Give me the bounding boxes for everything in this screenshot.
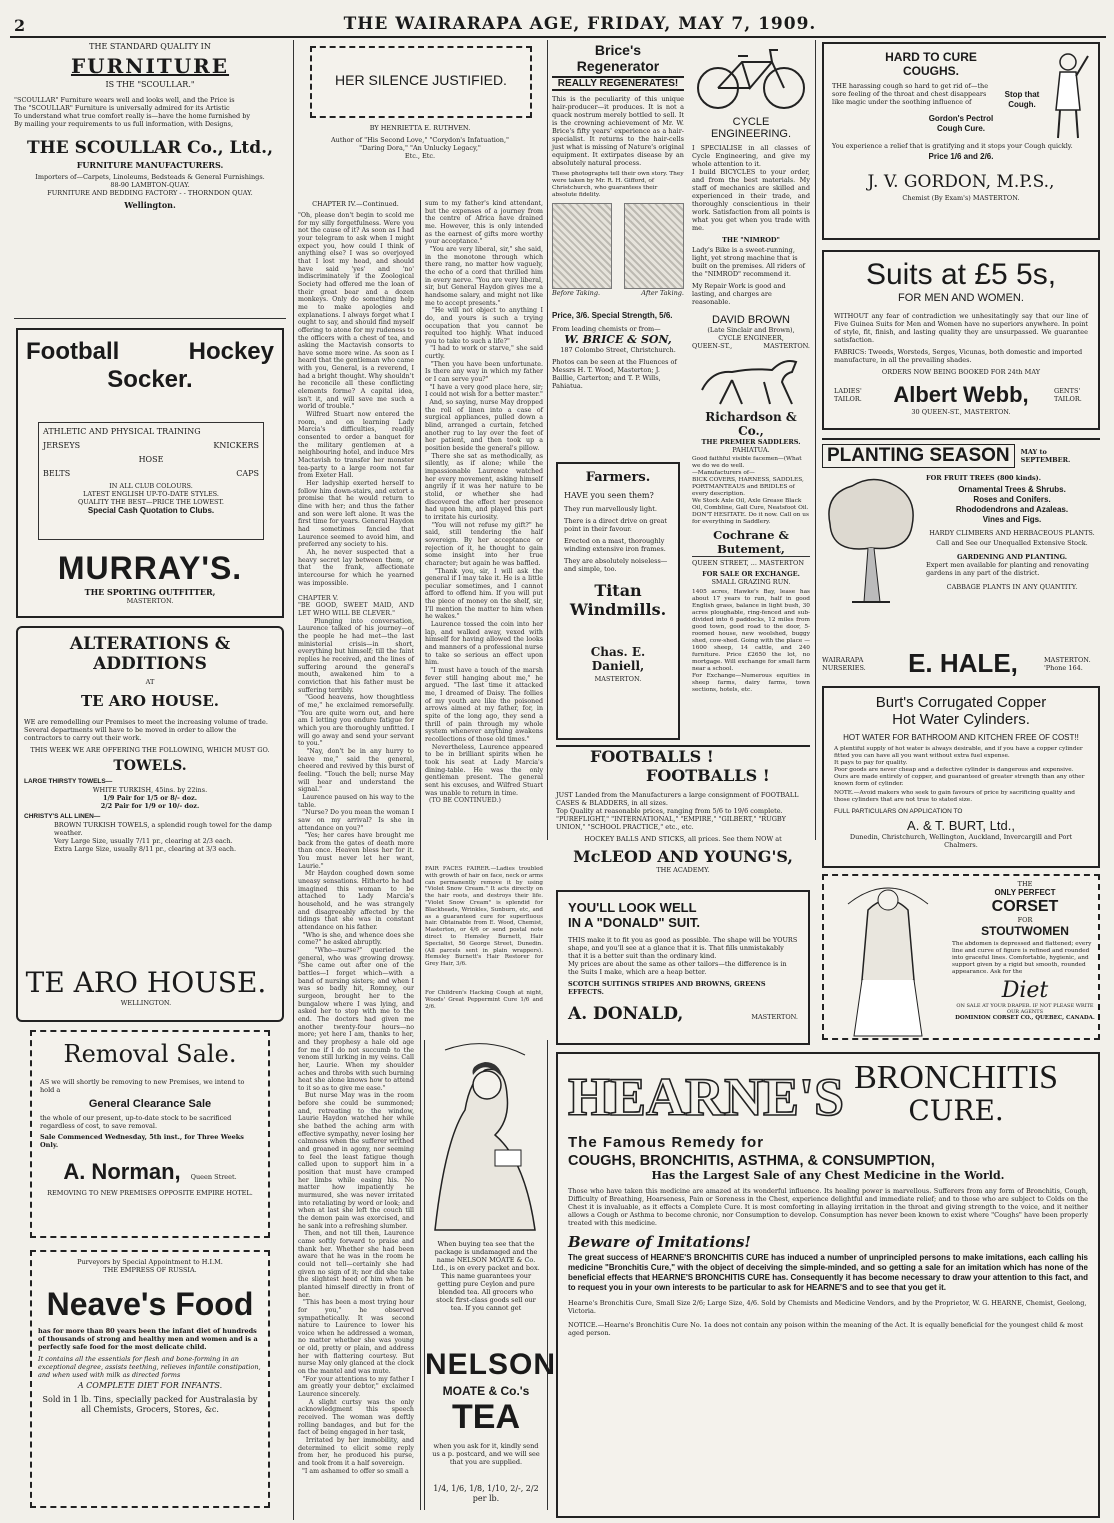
hearne-h3: CURE. bbox=[908, 1094, 1004, 1127]
hale-l9: Expert men available for planting and renovating gardens in any part of the district. bbox=[926, 561, 1089, 577]
farmers-body4: Erected on a mast, thoroughly winding extensive iron frames. bbox=[564, 537, 666, 553]
nelson-post: when you ask for it, kindly send us a p. postcard, and we will see that you are supplied. bbox=[432, 1442, 540, 1466]
tearo-body: WE are remodelling our Premises to meet the increasing volume of trade. Several departments will have to be moved in order to allow the contractors to carry out their work. bbox=[24, 718, 268, 742]
farmers-head: Farmers. bbox=[585, 470, 651, 485]
gordon-ad bbox=[822, 42, 1100, 240]
footballs-name: McLEOD AND YOUNG'S, bbox=[573, 847, 793, 866]
scoullar-ad bbox=[14, 42, 286, 310]
norman-name: A. Norman, bbox=[63, 1159, 181, 1184]
murray-headline bbox=[26, 338, 274, 366]
norman-ad bbox=[30, 1030, 270, 1238]
murray-h1b: Hockey bbox=[188, 338, 274, 365]
farmers-town: MASTERTON. bbox=[594, 675, 642, 683]
hearne-largest: Has the Largest Sale of any Chest Medicine in the World. bbox=[651, 1169, 1005, 1182]
webb-head: Suits at £5 5s, bbox=[865, 258, 1057, 291]
footballs-sub: THE ACADEMY. bbox=[656, 866, 710, 874]
norman-head: Removal Sale. bbox=[63, 1040, 237, 1068]
murray-intro: ATHLETIC AND PHYSICAL TRAINING bbox=[43, 427, 201, 436]
saddlers-ad bbox=[692, 350, 810, 525]
saddlers-body: Good faithful visible facemen—(What we do we do well. —Manufacturers of— BICK COVERS, HARNESS, SADDLES, PORTMANTEAUS and BRIDLES of every description. We Stock Axle Oil, Axle Grease Black Oil, Combline, Gall Cure, Neatsfoot Oil. DON'T HESITATE. Do it now. Call on us for everything in Saddlery. bbox=[692, 456, 809, 525]
burt-h1: Burt's Corrugated Copper bbox=[875, 694, 1047, 711]
tearo-city: WELLINGTON. bbox=[120, 999, 172, 1007]
story-title: HER SILENCE JUSTIFIED. bbox=[335, 72, 507, 88]
cycle-town: MASTERTON. bbox=[763, 342, 810, 350]
donald-name: A. DONALD, bbox=[568, 1004, 684, 1024]
cycle-body: I SPECIALISE in all classes of Cycle Engineering, and give my whole attention to it. I build BICYCLES to your order, and from the best materials. My staff of mechanics are skilled and experienced in their trade, and thoroughly conscientious in their work. Satisfaction from all points is what you get when you trade with me. bbox=[692, 144, 810, 232]
hearne-ad bbox=[556, 1052, 1100, 1518]
burt-cities: Dunedin, Christchurch, Wellington, Auckland, Invercargill and Port Chalmers. bbox=[849, 833, 1073, 849]
webb-gents: GENTS' TAILOR. bbox=[1053, 387, 1082, 403]
burt-sub: HOT WATER FOR BATHROOM AND KITCHEN FREE OF COST!! bbox=[843, 733, 1079, 742]
hearne-sizes: Hearne's Bronchitis Cure, Small Size 2/6; Large Size, 4/6. Sold by Chemists and Medicine Vendors, and by the Proprietor, W. G. HEARNE, Chemist, Geelong, Victoria. bbox=[568, 1299, 1087, 1315]
saddlers-sub: THE PREMIER SADDLERS. bbox=[701, 438, 801, 446]
gordon-name: J. V. GORDON, M.P.S., bbox=[867, 172, 1055, 192]
story-by: BY HENRIETTA E. RUTHVEN. bbox=[369, 124, 471, 132]
neave-empress: THE EMPRESS OF RUSSIA. bbox=[103, 1266, 197, 1274]
cycle-nbody: Lady's Bike is a sweet-running, light, yet strong machine that is built on the premises. All riders of the "NIMROD" recommend it. bbox=[692, 246, 806, 278]
murray-item-jerseys: JERSEYS bbox=[43, 441, 81, 450]
masthead-title: THE WAIRARAPA AGE, FRIDAY, MAY 7, 1909. bbox=[343, 14, 817, 34]
scoullar-company: THE SCOULLAR Co., Ltd., bbox=[26, 138, 274, 158]
gordon-stop: Stop that Cough. bbox=[1004, 90, 1040, 109]
tearo-v2: Extra Large Size, usually 8/11 pr., clearing at 3/3 each. bbox=[54, 845, 237, 853]
hale-name: E. HALE, bbox=[908, 648, 1018, 678]
tearo-ad bbox=[16, 626, 284, 1022]
hearne-coughs: COUGHS, BRONCHITIS, ASTHMA, & CONSUMPTION, bbox=[568, 1153, 935, 1169]
hearne-h1: HEARNE'S bbox=[568, 1067, 845, 1127]
webb-orders: ORDERS NOW BEING BOOKED FOR 24th MAY bbox=[881, 368, 1041, 376]
story-etc: Etc., Etc. bbox=[404, 152, 436, 160]
hale-l10: CABBAGE PLANTS IN ANY QUANTITY. bbox=[946, 583, 1078, 591]
murray-town: MASTERTON. bbox=[126, 597, 174, 605]
farmers-body1: HAVE you seen them? bbox=[564, 491, 654, 500]
hale-l4: Rhododendrons and Azaleas. bbox=[955, 505, 1069, 514]
footballs-body: JUST Landed from the Manufacturers a large consignment of FOOTBALL CASES & BLADDERS, in all sizes. Top Quality at reasonable prices, ranging from 5/6 to 19/6 complete. "PUREFLIGHT," "INTERNATIONAL," "EMPIRE," "GILBERT," "RUGBY UNION," "SCHOOL PRACTICE," etc., etc. bbox=[556, 791, 799, 831]
corset-word: CORSET bbox=[991, 898, 1059, 915]
webb-body: WITHOUT any fear of contradiction we unhesitatingly say that our line of Five Guinea Suits for Men and Women have no superiors anywhere. In point of style, fit, finish, and lasting quality they are unsurpassed. We guarantee satisfaction. bbox=[834, 312, 1088, 344]
hearne-beware-body: The great success of HEARNE'S BRONCHITIS CURE has induced a number of unprincipled persons to make imitations, each calling his medicine "Bronchitis Cure," with the object of deceiving the simple-minded, and so getting a sale for an imitation which has none of the beneficial effects that HEARNE'S BRONCHITIS CURE has. Consequently it has become necessary to draw your attention to this fact, and to request you in your own interests to be particular to ask for HEARNE'S and to see that you get it. bbox=[568, 1253, 1088, 1292]
brice-agents: Photos can be seen at the Fluences of Messrs H. T. Wood, Masterton; J. Baillie, Carterton; and T. P. Wills, Pahiatua. bbox=[552, 358, 677, 390]
murray-l2: LATEST ENGLISH UP-TO-DATE STYLES. bbox=[83, 490, 219, 498]
hale-l2: Ornamental Trees & Shrubs. bbox=[958, 485, 1066, 494]
corset-draper: ON SALE AT YOUR DRAPER. IF NOT PLEASE WRITE OUR AGENTS bbox=[956, 1003, 1094, 1015]
burt-h2: Hot Water Cylinders. bbox=[892, 711, 1030, 728]
brice-before-caption: Before Taking. bbox=[552, 289, 601, 297]
nelson-name: NELSON bbox=[425, 1348, 557, 1381]
nelson-moate: MOATE & Co.'s bbox=[442, 1384, 530, 1398]
norman-street: Queen Street. bbox=[190, 1173, 237, 1181]
cochrane-sale: FOR SALE OR EXCHANGE. bbox=[702, 570, 800, 578]
cycle-street: QUEEN-ST., bbox=[692, 342, 733, 350]
scoullar-body: "SCOULLAR" Furniture wears well and looks well, and the Price is The "SCOULLAR" Furniture is universally admired for its Artistic To understand what true comfort really is—have the home furnished by By mailing your requirements to us full information, with Designs, bbox=[14, 96, 251, 128]
corset-for: FOR bbox=[1017, 916, 1033, 924]
tearo-white: WHITE TURKISH, 45ins. by 22ins. bbox=[92, 786, 208, 794]
brice-addr: 187 Colombo Street, Christchurch. bbox=[560, 346, 676, 354]
donald-h1: YOU'LL LOOK WELL bbox=[568, 900, 697, 915]
tree-illustration bbox=[822, 474, 920, 612]
donald-town: MASTERTON. bbox=[751, 1013, 798, 1021]
doctor-figure-illustration bbox=[1046, 50, 1092, 140]
cycle-head: CYCLE ENGINEERING. bbox=[710, 116, 792, 140]
gordon-price: Price 1/6 and 2/6. bbox=[928, 152, 994, 161]
donald-ad bbox=[556, 890, 810, 1045]
cycle-eng: CYCLE ENGINEER, bbox=[718, 334, 784, 342]
tearo-christy: CHRISTY'S ALL LINEN— bbox=[24, 813, 101, 820]
saddlers-name: Richardson & Co., bbox=[705, 410, 797, 438]
murray-h1c: Socker. bbox=[107, 366, 193, 393]
hale-town: MASTERTON. 'Phone 164. bbox=[1043, 655, 1091, 672]
webb-fabrics: FABRICS: Tweeds, Worsteds, Serges, Vicunas, both domestic and imported manufacture, in all the prevailing shades. bbox=[834, 348, 1083, 364]
neave-italic: It contains all the essentials for flesh and bone-forming in an exceptional degree, assists teething, relieves infantile constipation, and when used with milk as directed forms bbox=[38, 1355, 261, 1379]
burt-note: NOTE.—Avoid makers who seek to gain favours of price by sacrificing quality and those cylinders that are not true to stated size. bbox=[834, 790, 1076, 803]
corset-only: ONLY PERFECT bbox=[994, 888, 1056, 897]
murray-name: MURRAY'S. bbox=[57, 550, 243, 586]
nelson-text: When buying tea see that the package is undamaged and the name NELSON MOATE & Co. Ltd., is on every packet and box. This name guarantees your getting pure Ceylon and pure blended tea. All grocers who stock first-class goods sell our tea. If you cannot get bbox=[432, 1240, 540, 1312]
webb-ladies: LADIES' TAILOR. bbox=[834, 387, 862, 403]
norman-comm: Sale Commenced Wednesday, 5th inst., for Three Weeks Only. bbox=[40, 1133, 244, 1149]
donald-h2: IN A "DONALD" SUIT. bbox=[568, 915, 700, 930]
saddlers-town: PAHIATUA. bbox=[732, 446, 770, 454]
brice-name: W. BRICE & SON, bbox=[564, 333, 672, 346]
page-number: 2 bbox=[14, 16, 26, 35]
farmers-name: Chas. E. Daniell, bbox=[590, 645, 646, 673]
webb-name: Albert Webb, bbox=[893, 382, 1029, 407]
farmers-body2: They run marvellously light. bbox=[564, 505, 657, 513]
donald-body: THIS make it to fit you as good as possible. The shape will be YOURS shape, and you'll see at a glance that it is. That fills unmistakably that it is a better suit than the ordinary kind. My prices are about the same as other tailors—the difference is in the Suits I make, which are a heap better. bbox=[568, 936, 798, 976]
tearo-brown: BROWN TURKISH TOWELS, a splendid rough towel for the damp weather. bbox=[54, 821, 272, 837]
gordon-product1: Gordon's Pectrol bbox=[928, 114, 994, 123]
scoullar-sub: FURNITURE MANUFACTURERS. bbox=[76, 160, 224, 170]
brice-photos: These photographs tell their own story. They were taken by Mr. R. H. Gifford, of Christchurch, who guarantees their absolute fidelity. bbox=[552, 171, 684, 198]
neave-name: Neave's Food bbox=[46, 1286, 254, 1322]
footballs-h2: FOOTBALLS ! bbox=[646, 766, 770, 785]
murray-ad bbox=[16, 328, 284, 618]
burt-name: A. & T. BURT, Ltd., bbox=[907, 818, 1015, 833]
tearo-at: AT bbox=[145, 678, 155, 686]
footballs-h1: FOOTBALLS ! bbox=[556, 745, 810, 766]
farmers-ad bbox=[556, 462, 680, 740]
tearo-week: THIS WEEK WE ARE OFFERING THE FOLLOWING, WHICH MUST GO. bbox=[30, 746, 270, 754]
corset-stout: STOUTWOMEN bbox=[981, 924, 1069, 938]
gordon-sub: Chemist (By Exam's) MASTERTON. bbox=[902, 194, 1020, 202]
brice-price: Price, 3/6. Special Strength, 5/6. bbox=[552, 311, 673, 320]
neave-appt: Purveyors by Special Appointment to H.I.M. bbox=[77, 1258, 223, 1266]
cochrane-street: QUEEN STREET, ... MASTERTON bbox=[692, 559, 805, 567]
brice-ad bbox=[552, 42, 684, 527]
hearne-famous: The Famous Remedy for bbox=[568, 1134, 765, 1151]
murray-h1a: Football bbox=[26, 338, 120, 365]
scoullar-line1: THE STANDARD QUALITY IN bbox=[89, 42, 211, 51]
neave-sold: Sold in 1 lb. Tins, specially packed for Australasia by all Chemists, Grocers, Stores, &c. bbox=[42, 1395, 258, 1414]
corset-ad bbox=[822, 874, 1100, 1040]
horse-illustration bbox=[692, 350, 810, 410]
hale-ad bbox=[822, 438, 1100, 678]
brice-from: From leading chemists or from— bbox=[552, 325, 661, 333]
hale-head: PLANTING SEASON bbox=[822, 444, 1015, 468]
corset-the: THE bbox=[1017, 880, 1033, 888]
nelson-ad bbox=[424, 1040, 557, 1510]
scoullar-address: 88-90 LAMBTON-QUAY. bbox=[110, 181, 190, 189]
corset-body: The abdomen is depressed and flattened; every line and curve of figure is refined and rounded into graceful lines. Comfortable, hygienic, and support given by a rigid but smooth, rounded appearance. Ask for the bbox=[952, 941, 1092, 975]
scoullar-is-the: IS THE "SCOULLAR." bbox=[105, 80, 195, 89]
cycle-repair: My Repair Work is good and lasting, and charges are reasonable. bbox=[692, 282, 786, 306]
nelson-tea: TEA bbox=[452, 1398, 520, 1436]
story-author2: "Daring Dora," "An Unlucky Legacy," bbox=[359, 144, 481, 152]
story-footnote-2: For Children's Hacking Cough at night, Woods' Great Peppermint Cure 1/6 and 2/6. bbox=[425, 990, 545, 1010]
nelson-lady-illustration bbox=[425, 1040, 545, 1235]
norman-foot: REMOVING TO NEW PREMISES OPPOSITE EMPIRE HOTEL. bbox=[47, 1189, 253, 1197]
murray-item-knickers: KNICKERS bbox=[213, 441, 259, 450]
webb-ad bbox=[822, 250, 1100, 430]
gordon-relief: You experience a relief that is gratifying and it stops your Cough quickly. bbox=[832, 142, 1073, 150]
scoullar-city: Wellington. bbox=[124, 200, 176, 210]
gordon-body: THE harassing cough so hard to get rid of—the sore feeling of the throat and chest disappears like magic under the soothing influence of bbox=[832, 82, 989, 106]
cycle-nimrod: THE "NIMROD" bbox=[722, 236, 780, 244]
tearo-name: TE ARO HOUSE. bbox=[25, 966, 267, 999]
cycle-name: DAVID BROWN bbox=[711, 314, 791, 326]
bicycle-illustration bbox=[692, 42, 810, 112]
tearo-towels: TOWELS. bbox=[113, 758, 187, 774]
neave-complete: A COMPLETE DIET FOR INFANTS. bbox=[77, 1381, 223, 1390]
murray-item-belts: BELTS bbox=[43, 469, 71, 478]
hearne-body: Those who have taken this medicine are amazed at its wonderful influence. Its healing power is marvellous. Sufferers from any form of Bronchitis, Cough, Difficulty of Breathing, Hoarseness, Pain or Soreness in the Chest, experience delightful and immediate relief; and to those who are subject to Colds on the Chest it is invaluable, as it effects a Complete Cure. It is most comforting in allaying irritation in the throat and giving strength to the voice, and it neither allows a Cough or Asthma to become chronic, nor Consumption to develop. Consumption has never been known to exist where "Coughs" have been properly treated with this medicine. bbox=[568, 1187, 1088, 1227]
brice-body: This is the peculiarity of this unique hair-producer—it produces. It is not a quack nostrum merely bottled to sell. It is the crowning achievement of Mr. W. Brice's fifty years' experience as a hair-specialist. It returns to the hair-cells just what is missing of Nature's original equipment. It extirpates disease by an absolutely natural process. bbox=[552, 95, 684, 167]
brice-before-photo bbox=[552, 203, 612, 289]
corset-lady-illustration bbox=[828, 880, 948, 1038]
cycle-ad bbox=[692, 42, 810, 350]
tearo-head: ALTERATIONS & ADDITIONS bbox=[69, 634, 231, 674]
cochrane-small: SMALL GRAZING RUN. bbox=[711, 578, 791, 586]
story-title-box bbox=[310, 46, 532, 118]
norman-more: the whole of our present, up-to-date stock to be sacrificed regardless of cost, to save removal. bbox=[40, 1114, 232, 1130]
tearo-v1: Very Large Size, usually 7/11 pr., clearing at 2/3 each. bbox=[54, 837, 233, 845]
scoullar-importers: Importers of—Carpets, Linoleums, Bedsteads & General Furnishings. bbox=[35, 173, 265, 181]
murray-l4: Special Cash Quotation to Clubs. bbox=[87, 506, 215, 515]
hale-l8: GARDENING AND PLANTING. bbox=[956, 553, 1068, 561]
cochrane-name: Cochrane & Butement, bbox=[692, 528, 810, 557]
hearne-notice: NOTICE.—Hearne's Bronchitis Cure No. 1a does not contain any poison within the meaning of the Act. It is equally beneficial for the youngest child & most aged person. bbox=[568, 1321, 1084, 1337]
burt-ad bbox=[822, 686, 1100, 868]
farmers-product: Titan Windmills. bbox=[569, 581, 667, 619]
story-column-2: sum to my father's kind attendant, but the expenses of a journey from the centre of Africa have drained me. However, this is only intended as the earnest of gifts more worthy your acceptance." "You are very liberal, sir," she said, in the monotone through which there rang, no matter how vaguely, the echo of a cord that thrilled him in every nerve. "You are very liberal, sir, but General Haydon gives me a handsome salary, and might not like me to accept presents." "He will not object to anything I do, and yours is such a trying occupation that you cannot be requited too highly. What induced you to take to such a life?" "I had to work or starve," she said curtly. "Then you have been unfortunate. Is there any way in which my father or I can serve you?" "I have a very good place here, sir; I could not wish for a better master." And, so saying, nurse May dropped the roll of linen into a case of surgical appliances, pulled down a blind, arranged a curtain, fetched another rug to lay over the feet of her patient, and then took up a position beside the general's pillow. There she sat as methodically, as silently, as if alone; while the impassionable Laurence watched her every movement, asking himself angrily if it was her nature to be stolid, or whether she had discovered the effect her presence had upon him, and played this part to irritate his curiosity. "You will not refuse my gift?" he said, still tendering the half sovereign. By her acceptance or rejection of it, he thought to gain some insight into her true character; but again he was baffled. "Thank you, sir, I will ask the general if I may take it. He is a little peculiar sometimes, and I cannot afford to offend him. If you will put the piece of money on the shelf, sir, I'll mention the matter to him when he wakes." Laurence tossed the coin into her lap, and walked away, vexed with himself for having allowed the looks and manners of a professional nurse to take so serious an effect upon him. "I must have a touch of the marsh fever still hanging about me," he argued. "The last time it attacked me, I dreamed of Daisy. The follies of my youth are like the poisoned arrows aimed at my father, for, in spite of the long ago, they send a thrill of pain through my whole system whenever anything awakens recollections of those old times." Nevertheless, Laurence appeared to be in brilliant spirits when he took his seat at Lady Marcia's dining-table. He was the only gentleman present. The general sent his excuses, and Wilfred Stuart was unable to return in time. (TO BE CONTINUED.) bbox=[425, 200, 543, 805]
brice-head: Brice's Regenerator bbox=[576, 42, 660, 74]
tearo-p1: 1/9 Pair for 1/5 or 8/- doz. bbox=[103, 794, 197, 802]
tearo-p2: 2/2 Pair for 1/9 or 10/- doz. bbox=[100, 802, 200, 810]
neave-body: has for more than 80 years been the infant diet of hundreds of thousands of strong and healthy men and women and is a perfectly safe food for the most delicate child. bbox=[38, 1327, 258, 1351]
donald-scotch: SCOTCH SUITINGS STRIPES AND BROWNS, GREENS EFFECTS. bbox=[568, 980, 766, 996]
murray-sub: THE SPORTING OUTFITTER, bbox=[84, 587, 216, 597]
norman-body: AS we will shortly be removing to new Premises, we intend to hold a bbox=[40, 1078, 245, 1094]
brice-after-photo bbox=[624, 203, 684, 289]
norman-gcs: General Clearance Sale bbox=[88, 1098, 212, 1110]
cochrane-ad bbox=[692, 528, 810, 738]
gordon-head2: COUGHS. bbox=[902, 64, 959, 78]
brice-sub: REALLY REGENERATES! bbox=[552, 76, 684, 91]
farmers-body3: There is a direct drive on great point in their favour. bbox=[564, 517, 668, 533]
tearo-house: TE ARO HOUSE. bbox=[80, 692, 220, 710]
burt-body: A plentiful supply of hot water is always desirable, and if you have a copper cylinder fitted you can have all you want without extra fuel expense. It pays to pay for quality. Poor goods are never cheap and a defective cylinder is dangerous and expensive. Ours are made entirely of copper, and guaranteed of greater strength than any other known form of cylinder. bbox=[834, 746, 1085, 787]
story-chapter: CHAPTER IV.—Continued. bbox=[312, 200, 399, 208]
nelson-prices: 1/4, 1/6, 1/8, 1/10, 2/-, 2/2 per lb. bbox=[433, 1484, 539, 1503]
burt-full: FULL PARTICULARS ON APPLICATION TO bbox=[834, 808, 963, 815]
murray-item-caps: CAPS bbox=[236, 469, 259, 478]
hale-l6: HARDY CLIMBERS AND HERBACEOUS PLANTS. bbox=[929, 529, 1095, 537]
webb-sub: FOR MEN AND WOMEN. bbox=[898, 292, 1024, 304]
murray-item-hose: HOSE bbox=[138, 455, 164, 464]
scoullar-headline: FURNITURE bbox=[70, 54, 230, 78]
neave-ad bbox=[30, 1250, 270, 1508]
hale-l5: Vines and Figs. bbox=[982, 515, 1042, 524]
story-footnote-1: FAIR FACES FAIRER.—Ladies troubled with growth of hair on face, neck or arms can permanently remove it by using "Violet Snow Cream." It acts directly on the hair roots, and destroys their life. "Violet Snow Cream" is splendid for Blackheads, Wrinkles, Sunburn, etc, and as a guaranteed cure for superfluous hair. Obtainable from E. Wood, Chemist, Masterton, or 4/6 or send postal note direct to Hemsley Burnett, Hair Specialist, 56 George Street, Dunedin. (All parcels sent in plain wrappers). Hemsley Burnett's Hair Restorer for Grey Hair, 3/6. bbox=[425, 866, 545, 968]
murray-l1: IN ALL CLUB COLOURS. bbox=[109, 482, 193, 490]
hearne-h2: BRONCHITIS bbox=[854, 1059, 1059, 1096]
corset-brand: Diet bbox=[1001, 978, 1049, 1003]
hale-dates: MAY to SEPTEMBER. bbox=[1020, 448, 1071, 464]
gordon-head1: HARD TO CURE bbox=[885, 50, 977, 64]
hale-l1: FOR FRUIT TREES (800 kinds). bbox=[926, 474, 1042, 482]
cochrane-body: 1405 acres, Hawke's Bay, lease has about 17 years to run, half in good English grass, balance in light bush, 30 acres ploughable, ring-fenced and sub-divided into 6 paddocks, 12 miles from good town, good road to the door, 5-roomed house, new woolshed, buggy shed, cow-shed. Going with the place —1600 sheep, 14 cattle, and 240 furniture. Price £2650 the lot, no mortgage. Will exchange for small farm near a school. For Exchange—Numerous equities in sheep farms, dairy farms, town sections, hotels, etc. bbox=[692, 589, 810, 693]
scoullar-factory: FURNITURE AND BEDDING FACTORY - - THORNDON QUAY. bbox=[47, 189, 253, 197]
hearne-beware: Beware of Imitations! bbox=[568, 1233, 752, 1251]
hale-l3: Roses and Conifers. bbox=[973, 495, 1051, 504]
tearo-large: LARGE THIRSTY TOWELS— bbox=[24, 778, 113, 785]
story-author: Author of "His Second Love," "Corydon's Infatuation," bbox=[330, 136, 510, 144]
footballs-hockey: HOCKEY BALLS AND STICKS, all prices. See them NOW at bbox=[584, 835, 782, 843]
hale-wai: WAIRARAPA NURSERIES. bbox=[822, 655, 866, 672]
footballs-ad bbox=[556, 745, 810, 885]
brice-after-caption: After Taking. bbox=[641, 289, 684, 297]
corset-agents: DOMINION CORSET CO., QUEBEC, CANADA. bbox=[955, 1015, 1095, 1021]
cycle-late: (Late Sinclair and Brown), bbox=[707, 326, 795, 334]
webb-addr: 30 QUEEN-ST., MASTERTON. bbox=[911, 408, 1011, 416]
murray-l3: QUALITY THE BEST—PRICE THE LOWEST. bbox=[78, 498, 224, 506]
story-column-1: "Oh, please don't begin to scold me for my silly forgetfulness. Were you not the cause of it? As soon as I had your telegram to ask when I might expect you, how could I think of anything else? I was so overjoyed that I lost my head, and should have said 'yes' and 'no' indiscriminately if the Zoological Society had offered me the loan of their great bear and a dozen monkeys. Only do something help me to make apologies and explanations. I always forget what I ought to say, and should find myself offering to atone for my rudeness to the officers with a chest of tea, and asking the Mactavish consorts to have some more wine. As soon as I heard that the gentleman who came with you, General, is a reverend, I had a bright thought. Why shouldn't he reconcile all these conflicting elements forme? A capital idea, isn't it, and will save me such a world of trouble." Wilfred Stuart now entered the room, and on learning Lady Marcia's difficulties, readily consented to order a banquet for the military gentlemen at a neighbouring hotel, and induce Mrs Mactavish to transfer her monster tea-party to a large room not far from Exeter Hall. Her ladyship exerted herself to follow him down-stairs, and extort a promise that he would return to dine with her; and thus the father and son were left alone. It was the first time for years. General Haydon had sometimes fancied that Laurence seemed to avoid him, and preferred any society to his. Ah, he never suspected that a heavy secret lay between them, or that the frank, affectionate intercourse for which he yearned was impossible. CHAPTER V. "BE GOOD, SWEET MAID, AND LET WHO WILL BE CLEVER." Plunging into conversation, Laurence talked of his journey—of the people he had met—the last ministerial crisis—in short, everything but himself; till the faint replies he received, and the lines of suffering around the general's mouth, awakened him to a conviction that his father must be suffering terribly. "Good heavens, how thoughtless of me," he exclaimed remorsefully. "You are quite worn out, and here am I letting you endure fatigue for which you are thoroughly unfitted. I will go away and send your servant to you." "Nay, don't be in any hurry to leave me," said the general, cheered and revived by this burst of feeling. "Touch the bell; nurse May will hear and understand the signal." Laurence paused on his way to the table. "Nurse? Do you mean the woman I saw on my arrival? Is she in attendance on you?" "Yes; her cares have brought me back from the gates of death more than once. Heaven bless her for it. You must never let her want, Laurie." Mr Haydon coughed down some uneasy sensations. Hitherto he had imagined this woman to be attached to Lady Marcia's household, and he was strangely and disagreeably affected by the tidings that she was in constant attendance on his father. "Who is she, and whence does she come?" he asked abruptly. "Who—nurse?" queried the general, who was growing drowsy. "She came out after one of the battles—I forget which—with a band of nursing sisters; and when I was so badly hit, Romney, our surgeon, brought her to the bungalow where I was lying, and asked her to stop with me to the end. The doctors had given me another twenty-four hours—no more; yet here I am, thanks to her, and they prophesy a hale old age for me if I do not succumb to the venom still lurking in my veins. Call her, Laurie. When my shoulder aches and throbs with such burning heat she alone knows how to attend to it so as to give me ease." But nurse May was in the room before she could be summoned; and, retreating to the window, Laurie Haydon watched her while she bathed the aching arm with effective sympathy, never losing her calmness when the sufferer writhed and groaned in agony, nor seeming to feel the least fatigue though called upon to support him in a position that must have cramped her limbs while easing his. No matter how impatiently he murmured, she was never irritated into retaliating by word or look; and when at last she left the couch till the demon pain was exorcised, and he sank into a refreshing slumber. Then, and not till then, Laurence came softly forward to praise and thank her. Whether she had been aware that he was in the room he could not tell—certainly she had given no sign of it; nor did she take the slightest heed of him when he planted himself directly in front of her. "This has been a most trying hour for you," he observed sympathetically. It was second nature to Laurence to lower his voice when he addressed a woman, no matter whether she was young or old, pretty or plain, and address her with flattering courtesy. But nurse May only glanced at the clock on the mantel and was mute. "For your attentions to my father I am greatly your debtor," exclaimed Laurence sincerely. A slight curtsy was the only acknowledgment this speech received. The woman was deftly rolling bandages, and but for the fact of being engaged in her task, Irritated by her immobility, and determined to elicit some reply from her, he produced his purse, and took from it a half sovereign. "I am ashamed to offer so small a bbox=[298, 212, 414, 1475]
hale-l7: Call and See our Unequalled Extensive Stock. bbox=[936, 539, 1088, 547]
farmers-body5: They are absolutely noiseless—and simple, too. bbox=[564, 557, 668, 573]
gordon-product2: Cough Cure. bbox=[937, 124, 985, 133]
